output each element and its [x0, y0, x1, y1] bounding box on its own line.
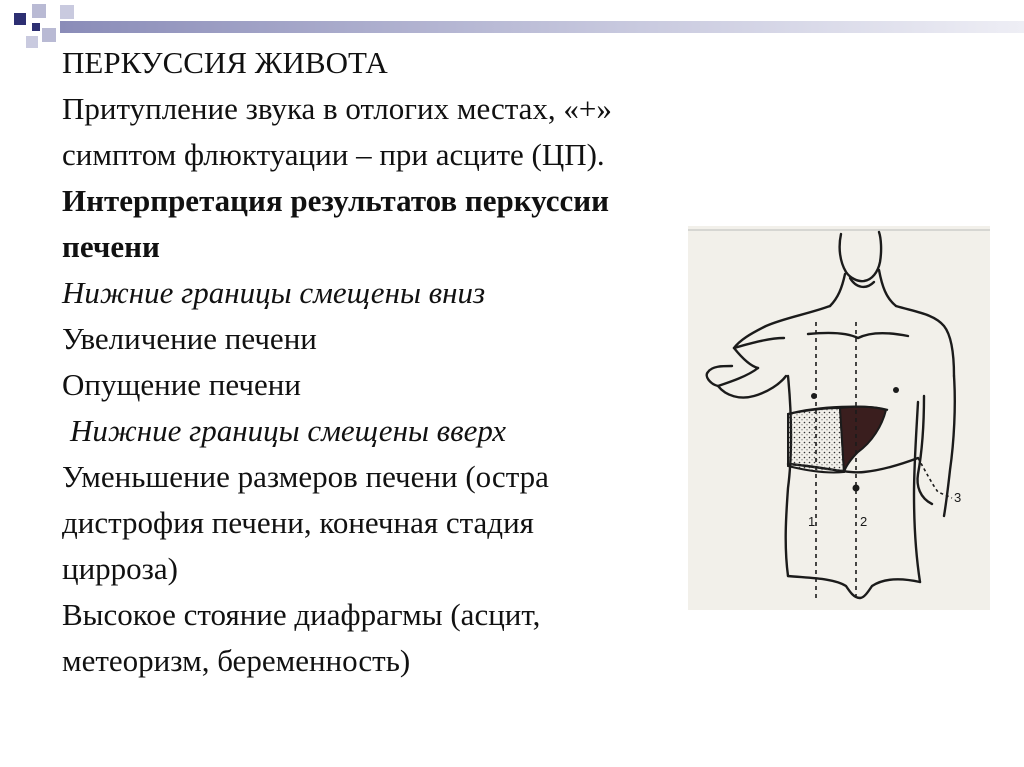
- liver-dotted-area: [788, 408, 844, 473]
- slide-body: [62, 40, 762, 684]
- subheading-italic: Нижние границы смещены вверх: [70, 413, 506, 448]
- figure-label-3: 3: [954, 490, 962, 505]
- slide-title: ПЕРКУССИЯ ЖИВОТА: [62, 45, 388, 80]
- text-line: цирроза): [62, 551, 179, 586]
- torso-liver-illustration: [688, 226, 990, 610]
- text-line: Притупление звука в отлогих местах, «+»: [62, 91, 612, 126]
- decor-bar: [60, 21, 1024, 33]
- text-line: Увеличение печени: [62, 321, 317, 356]
- decor-square-light-4: [26, 36, 38, 48]
- text-line: дистрофия печени, конечная стадия: [62, 505, 534, 540]
- text-line: Опущение печени: [62, 367, 301, 402]
- navel: [853, 485, 860, 492]
- text-line: симптом флюктуации – при асците (ЦП).: [62, 137, 605, 172]
- section-heading: Интерпретация результатов перкуссии: [62, 183, 609, 218]
- decor-square-light-2: [42, 28, 56, 42]
- decor-square-light-1: [32, 4, 46, 18]
- decor-square-light-3: [60, 5, 74, 19]
- figure-label-1: 1: [808, 514, 816, 529]
- figure-label-2: 2: [860, 514, 868, 529]
- decor-square-dark-1: [14, 13, 26, 25]
- text-line: Уменьшение размеров печени (остра: [62, 459, 549, 494]
- text-line: метеоризм, беременность): [62, 643, 411, 678]
- text-line: Высокое стояние диафрагмы (асцит,: [62, 597, 541, 632]
- decor-square-dark-2: [32, 23, 40, 31]
- nipple-right: [893, 387, 899, 393]
- subheading-italic: Нижние границы смещены вниз: [62, 275, 486, 310]
- nipple-left: [811, 393, 817, 399]
- section-heading: печени: [62, 229, 160, 264]
